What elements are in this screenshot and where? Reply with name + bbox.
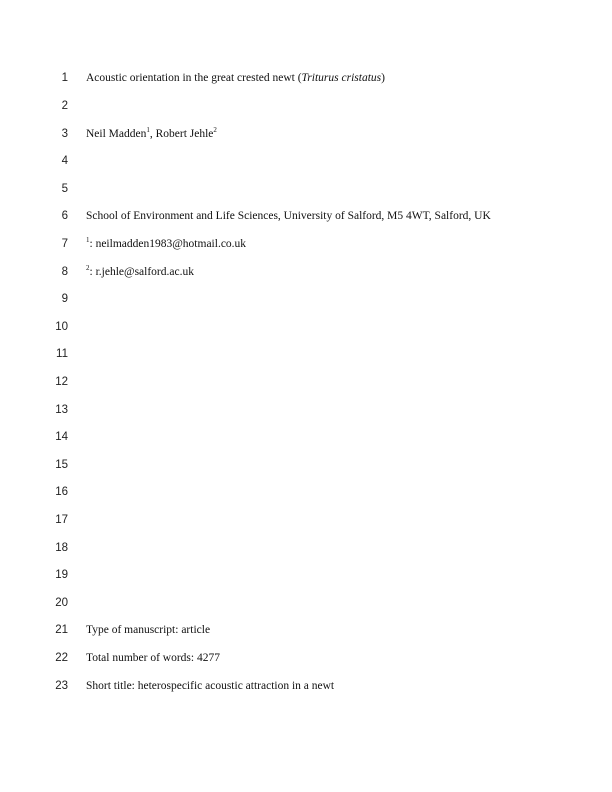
affiliation-marker: 1 <box>86 236 90 245</box>
line-number: 4 <box>61 155 68 167</box>
short-title: Short title: heterospecific acoustic attraction in a newt <box>86 680 335 692</box>
affiliation-marker: 2 <box>213 126 217 135</box>
line-number: 5 <box>61 183 68 195</box>
line-number: 22 <box>55 652 68 664</box>
manuscript-line <box>0 151 612 171</box>
manuscript-line <box>0 234 612 254</box>
line-number: 17 <box>55 514 68 526</box>
author-list: Neil Madden$^1$, Robert Jehle$^2$ <box>86 126 217 140</box>
paper-title: Acoustic orientation in the great crested newt (Triturus cristatus) <box>86 72 385 84</box>
author-name: Robert Jehle <box>155 128 214 140</box>
manuscript-line <box>0 124 612 144</box>
line-number: 20 <box>55 597 68 609</box>
line-number: 15 <box>55 459 68 471</box>
manuscript-line <box>0 427 612 447</box>
line-number: 23 <box>55 680 68 692</box>
manuscript-line <box>0 289 612 309</box>
manuscript-line <box>0 400 612 420</box>
line-number: 13 <box>55 404 68 416</box>
line-number: 6 <box>61 210 68 222</box>
line-number: 1 <box>61 72 68 84</box>
manuscript-line <box>0 538 612 558</box>
line-number: 19 <box>55 569 68 581</box>
line-number: 21 <box>55 624 68 636</box>
manuscript-line <box>0 482 612 502</box>
line-number: 18 <box>55 542 68 554</box>
manuscript-line <box>0 676 612 696</box>
line-number: 8 <box>61 266 68 278</box>
line-number: 16 <box>55 486 68 498</box>
manuscript-line <box>0 510 612 530</box>
line-number: 11 <box>56 348 68 360</box>
contact-email: $^1$: neilmadden1983@hotmail.co.uk <box>86 236 247 250</box>
line-number: 7 <box>61 238 68 250</box>
word-count: Total number of words: 4277 <box>86 652 220 664</box>
line-number: 2 <box>61 100 68 112</box>
line-number: 9 <box>61 293 68 305</box>
manuscript-line <box>0 620 612 640</box>
manuscript-line <box>0 96 612 116</box>
line-number: 3 <box>61 128 68 140</box>
line-number: 14 <box>55 431 68 443</box>
line-number: 10 <box>55 321 68 333</box>
manuscript-line <box>0 317 612 337</box>
author-name: Neil Madden <box>86 128 147 140</box>
manuscript-line <box>0 648 612 668</box>
affiliation: School of Environment and Life Sciences, University of Salford, M5 4WT, Salford, UK <box>86 210 491 222</box>
manuscript-line <box>0 262 612 282</box>
manuscript-line <box>0 565 612 585</box>
manuscript-line <box>0 68 612 88</box>
contact-email: $^2$: r.jehle@salford.ac.uk <box>86 264 194 278</box>
affiliation-marker: 1 <box>146 126 150 135</box>
manuscript-line <box>0 593 612 613</box>
species-name: Triturus cristatus <box>301 72 382 84</box>
manuscript-line <box>0 372 612 392</box>
manuscript-line <box>0 344 612 364</box>
affiliation-marker: 2 <box>86 264 90 273</box>
manuscript-line <box>0 179 612 199</box>
line-number: 12 <box>55 376 68 388</box>
manuscript-type: Type of manuscript: article <box>86 624 211 636</box>
manuscript-line <box>0 206 612 226</box>
manuscript-line <box>0 455 612 475</box>
